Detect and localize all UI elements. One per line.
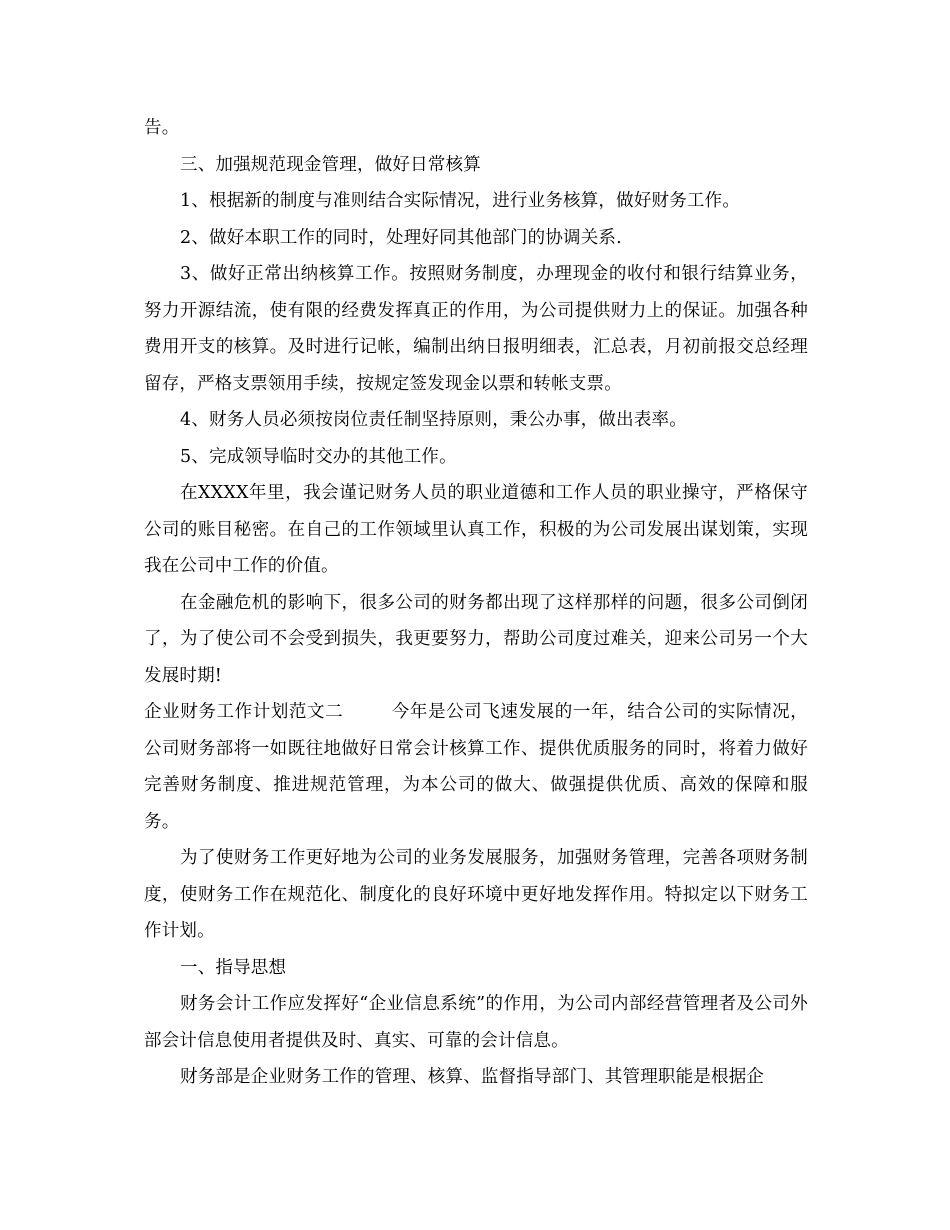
- section-two-paragraph: [144, 694, 808, 840]
- paragraph: 在金融危机的影响下，很多公司的财务都出现了这样那样的问题，很多公司倒闭了，为了使公司不会受到损失，我更要努力，帮助公司度过难关，迎来公司另一个大发展时期!: [144, 592, 808, 686]
- section-two-title: 企业财务工作计划范文二: [144, 702, 344, 722]
- paragraph: 告。: [144, 118, 180, 138]
- document-body: [144, 110, 808, 1096]
- paragraph: 财务部是企业财务工作的管理、核算、监督指导部门、其管理职能是根据企: [180, 1067, 765, 1087]
- paragraph: 财务会计工作应发挥好“企业信息系统”的作用，为公司内部经营管理者及公司外部会计信息使用者提供及时、真实、可靠的会计信息。: [144, 994, 808, 1051]
- list-item: 5、完成领导临时交办的其他工作。: [180, 446, 457, 467]
- section-heading: 三、加强规范现金管理，做好日常核算: [180, 154, 481, 175]
- section-heading: 一、指导思想: [180, 957, 287, 978]
- list-item: 2、做好本职工作的同时，处理好同其他部门的协调关系.: [180, 227, 622, 248]
- paragraph: 在XXXX年里，我会谨记财务人员的职业道德和工作人员的职业操守，严格保守公司的账目秘密。在自己的工作领域里认真工作，积极的为公司发展出谋划策，实现我在公司中工作的价值。: [144, 483, 808, 576]
- list-item: 4、财务人员必须按岗位责任制坚持原则，秉公办事，做出表率。: [180, 410, 687, 430]
- list-item: 1、根据新的制度与准则结合实际情况，进行业务核算，做好财务工作。: [180, 191, 741, 211]
- paragraph: 为了使财务工作更好地为公司的业务发展服务，加强财务管理，完善各项财务制度，使财务工作在规范化、制度化的良好环境中更好地发挥作用。特拟定以下财务工作计划。: [144, 848, 808, 941]
- list-item: 3、做好正常出纳核算工作。按照财务制度，办理现金的收付和银行结算业务，努力开源结流，使有限的经费发挥真正的作用，为公司提供财力上的保证。加强各种费用开支的核算。及时进行记帐，编制出纳日报明细表，汇总表，月初前报交总经理留存，严格支票领用手续，按规定签发现金以票和转帐支票。: [144, 264, 808, 394]
- section-two-body: 今年是公司飞速发展的一年，结合公司的实际情况，公司财务部将一如既往地做好日常会计核算工作、提供优质服务的同时，将着力做好完善财务制度、推进规范管理，为本公司的做大、做强提供优质、高效的保障和服务。: [144, 702, 808, 832]
